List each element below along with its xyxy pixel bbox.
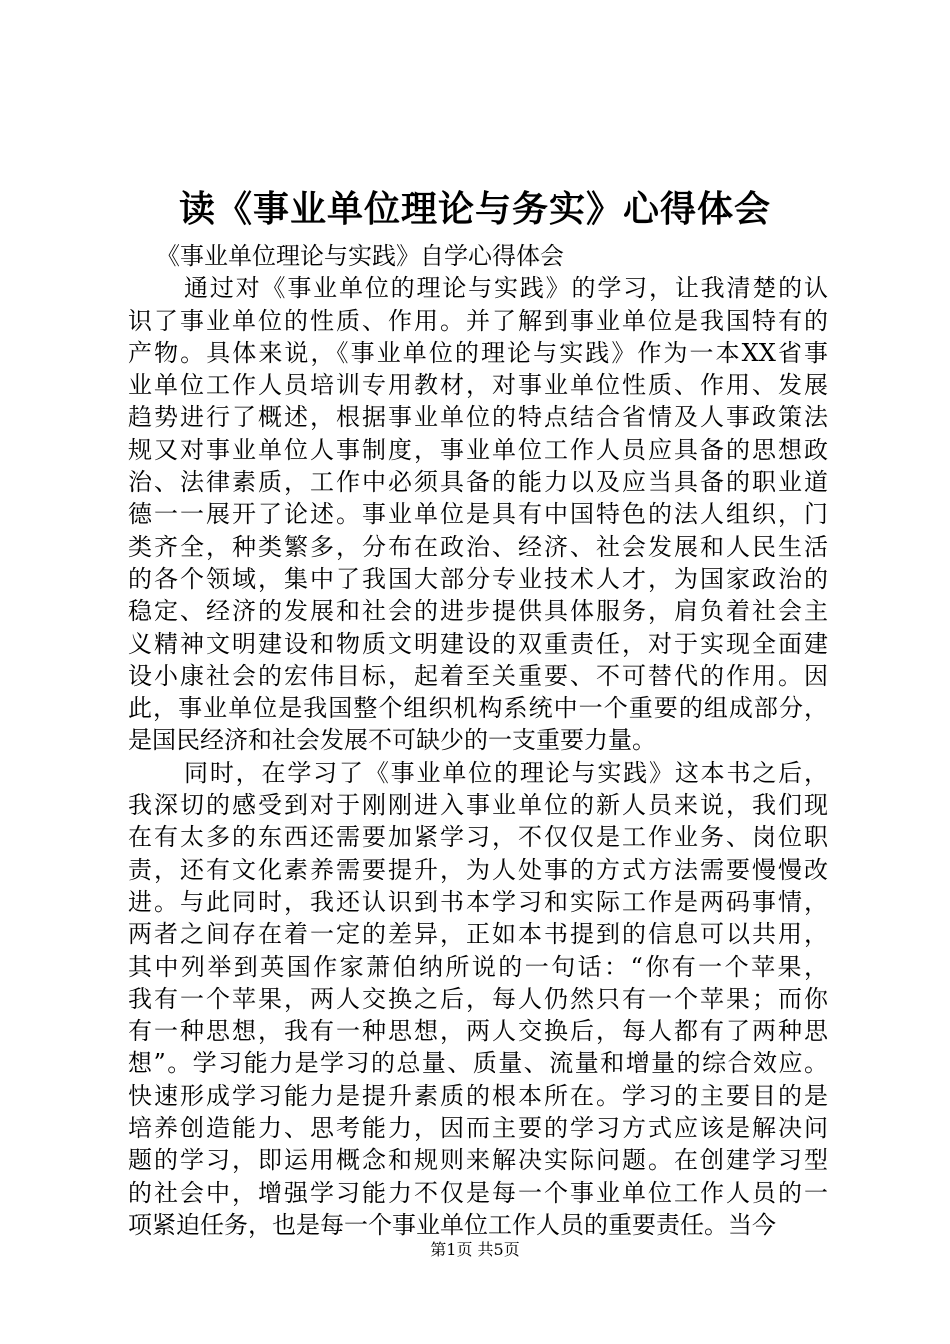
page-footer: 第1页 共5页 [430,1240,520,1259]
paragraph-line: 培养创造能力、思考能力，因而主要的学习方式应该是解决问 [128,1114,828,1143]
paragraph-line: 类齐全，种类繁多，分布在政治、经济、社会发展和人民生活 [128,532,828,561]
document-title: 读《事业单位理论与务实》心得体会 [178,188,771,230]
paragraph [128,272,828,756]
paragraph-line: 是国民经济和社会发展不可缺少的一支重要力量。 [128,726,656,755]
document-body [128,240,828,1241]
paragraph-line: 同时，在学习了《事业单位的理论与实践》这本书之后， [184,758,828,787]
paragraph-line: 两者之间存在着一定的差异，正如本书提到的信息可以共用， [128,920,828,949]
paragraph-line: 业单位工作人员培训专用教材，对事业单位性质、作用、发展 [128,371,828,400]
paragraph [128,757,828,1241]
paragraph-line: 我深切的感受到对于刚刚进入事业单位的新人员来说，我们现 [128,791,828,820]
paragraph-line: 产物。具体来说，《事业单位的理论与实践》作为一本XX省事 [128,338,828,367]
paragraph-line: 我有一个苹果，两人交换之后，每人仍然只有一个苹果；而你 [128,984,828,1013]
paragraph-line: 的社会中，增强学习能力不仅是每一个事业单位工作人员的一 [128,1178,828,1207]
paragraph-line: 趋势进行了概述，根据事业单位的特点结合省情及人事政策法 [128,403,828,432]
paragraph-line: 有一种思想，我有一种思想，两人交换后，每人都有了两种思 [128,1017,828,1046]
paragraph-line: 快速形成学习能力是提升素质的根本所在。学习的主要目的是 [128,1081,828,1110]
paragraph-line: 责，还有文化素养需要提升，为人处事的方式方法需要慢慢改 [128,855,828,884]
paragraph-line: 设小康社会的宏伟目标，起着至关重要、不可替代的作用。因 [128,661,828,690]
paragraph-line: 义精神文明建设和物质文明建设的双重责任，对于实现全面建 [128,629,828,658]
paragraph-line: 稳定、经济的发展和社会的进步提供具体服务，肩负着社会主 [128,597,828,626]
paragraph-line: 其中列举到英国作家萧伯纳所说的一句话：“你有一个苹果， [128,952,828,981]
paragraph-line: 此，事业单位是我国整个组织机构系统中一个重要的组成部分， [128,694,828,723]
paragraph-line: 通过对《事业单位的理论与实践》的学习，让我清楚的认 [184,274,828,303]
paragraph-line: 规又对事业单位人事制度，事业单位工作人员应具备的思想政 [128,435,828,464]
paragraph-line: 进。与此同时，我还认识到书本学习和实际工作是两码事情， [128,887,828,916]
paragraph-line: 德一一展开了论述。事业单位是具有中国特色的法人组织，门 [128,500,828,529]
paragraph-line: 题的学习，即运用概念和规则来解决实际问题。在创建学习型 [128,1146,828,1175]
paragraph-line: 识了事业单位的性质、作用。并了解到事业单位是我国特有的 [128,306,828,335]
paragraph-line: 的各个领域，集中了我国大部分专业技术人才，为国家政治的 [128,564,828,593]
paragraph-line: 在有太多的东西还需要加紧学习，不仅仅是工作业务、岗位职 [128,823,828,852]
paragraph-line: 想”。学习能力是学习的总量、质量、流量和增量的综合效应。 [128,1049,828,1078]
paragraph-line: 项紧迫任务，也是每一个事业单位工作人员的重要责任。当今 [128,1210,776,1239]
document-subtitle: 《事业单位理论与实践》自学心得体会 [156,242,564,270]
paragraph-line: 治、法律素质，工作中必须具备的能力以及应当具备的职业道 [128,468,828,497]
paragraph-container [128,272,828,1241]
